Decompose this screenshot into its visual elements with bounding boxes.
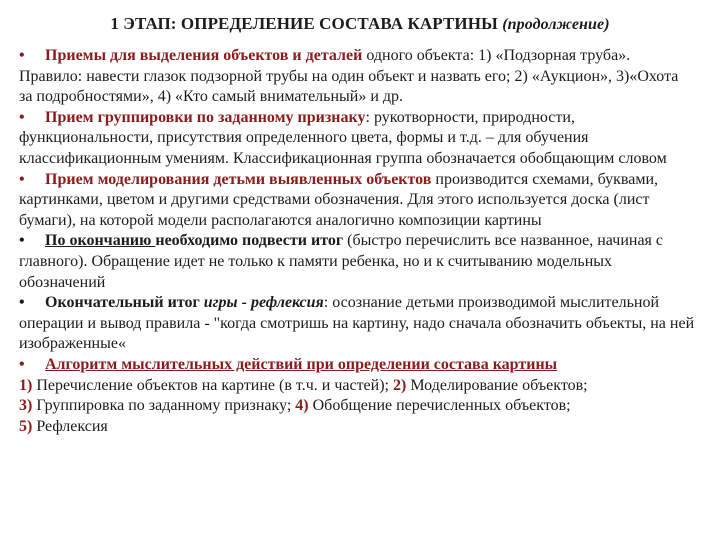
item-text: : осознание детьми производимой мыслительной операции и вывод правила - "когда смотришь на картину, надо сначала обозначить объекты, на ней изображенные« [19, 294, 695, 353]
list-item [19, 293, 695, 355]
list-item [19, 46, 695, 108]
step-text: Группировка по заданному признаку; [32, 397, 296, 415]
bullet-marker: • [19, 108, 25, 126]
list-item [19, 231, 695, 293]
item-heading: Окончательный итог [45, 294, 204, 312]
item-heading: Алгоритм мыслительных действий при определении состава картины [45, 355, 558, 373]
algorithm-steps [19, 376, 695, 438]
bullet-marker: • [19, 170, 25, 188]
bullet-marker: • [19, 47, 25, 64]
title-continuation: (продолжение) [502, 16, 610, 33]
step-number: 1) [19, 376, 33, 394]
item-heading-italic: игры - рефлексия [203, 294, 324, 312]
step-text: Моделирование объектов; [406, 376, 588, 394]
item-text: : рукотворности, природности, функциональности, присутствия определенного цвета, формы и т.д. – для обучения классификационным умениям. Классификационная группа обозначается обобщающим словом [19, 108, 667, 167]
item-heading: Прием группировки по заданному признаку [45, 108, 366, 126]
step-text: Обобщение перечисленных объектов; [308, 397, 571, 415]
slide-title [0, 14, 720, 34]
list-item [19, 108, 695, 170]
item-heading: По окончанию [45, 232, 156, 250]
item-text: одного объекта: 1) «Подзорная труба». Правило: навести глазок подзорной трубы на один объект и назвать его; 2) «Аукцион», 3)«Охота за подробностями», 4) «Кто самый внимательный» и др. [19, 47, 679, 106]
list-item [19, 355, 695, 376]
step-text: Рефлексия [32, 417, 108, 435]
step-number: 3) [19, 397, 33, 415]
bullet-marker: • [19, 232, 25, 250]
step-text: Перечисление объектов на картине (в т.ч. и частей); [32, 376, 393, 394]
item-heading: Приемы для выделения объектов и деталей [45, 47, 363, 64]
item-emphasis: необходимо подвести итог [155, 232, 344, 250]
title-main: 1 ЭТАП: ОПРЕДЕЛЕНИЕ СОСТАВА КАРТИНЫ [110, 14, 498, 33]
item-heading: Прием моделирования детьми выявленных объектов [45, 170, 432, 188]
step-number: 2) [393, 376, 407, 394]
step-number: 4) [295, 397, 309, 415]
step-number: 5) [19, 417, 33, 435]
list-item [19, 170, 695, 232]
bullet-marker: • [19, 294, 25, 312]
bullet-marker: • [19, 355, 25, 373]
slide-body [19, 46, 695, 437]
item-text: производится схемами, буквами, картинками, цветом и другими средствами обозначения. Для этого используется доска (лист бумаги), на которой модели располагаются аналогично композиции картины [19, 170, 659, 229]
item-text: (быстро перечислить все названное, начиная с главного). Обращение идет не только к памяти ребенка, но и к считыванию модельных обозначений [19, 232, 663, 291]
